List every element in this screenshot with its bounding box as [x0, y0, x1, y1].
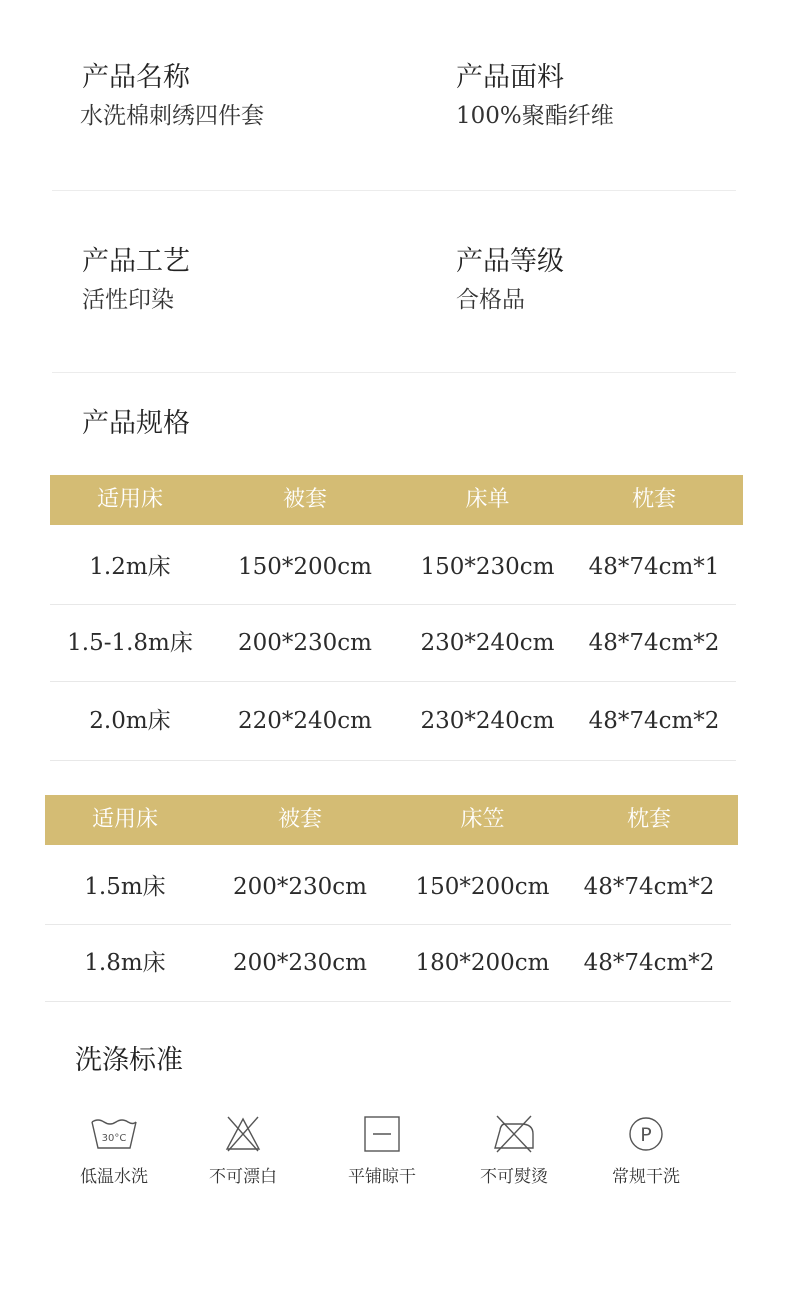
care-label: 平铺晾干 [348, 1167, 416, 1187]
care-item-low-temp-wash [59, 1112, 169, 1187]
divider [52, 190, 736, 191]
spec-title: 产品规格 [82, 408, 190, 439]
care-label: 不可漂白 [209, 1167, 277, 1187]
header-pillowcase: 枕套 [631, 487, 676, 512]
cell-flat-sheet: 230*240cm [420, 707, 555, 734]
cell-bed-size: 1.2m床 [89, 554, 171, 580]
table-row [50, 682, 736, 761]
header-flat-sheet: 床单 [465, 487, 510, 512]
cell-bed-size: 1.5m床 [84, 874, 166, 900]
cell-pillowcase: 48*74cm*2 [583, 949, 715, 976]
header-bed-size: 适用床 [96, 487, 163, 512]
product-fabric-block [456, 64, 614, 128]
cell-fitted-sheet: 150*200cm [415, 874, 550, 900]
product-craft-value: 活性印染 [82, 287, 174, 313]
no-iron-icon [491, 1112, 537, 1156]
wash-30-icon [89, 1112, 139, 1156]
care-item-dry-flat [327, 1112, 437, 1187]
care-item-no-iron [459, 1112, 569, 1187]
product-grade-value: 合格品 [456, 287, 525, 313]
dry-clean-letter: P [640, 1124, 652, 1146]
header-bed-size: 适用床 [91, 807, 158, 832]
cell-flat-sheet: 150*230cm [420, 554, 555, 580]
product-name-block [82, 64, 264, 128]
product-craft-label: 产品工艺 [82, 246, 190, 277]
care-title: 洗涤标准 [75, 1045, 183, 1076]
product-name-label: 产品名称 [82, 62, 190, 93]
care-label: 常规干洗 [612, 1167, 680, 1187]
wash-temp-text: 30°C [101, 1133, 127, 1144]
product-name-value: 水洗棉刺绣四件套 [80, 103, 264, 129]
table-row [50, 531, 736, 605]
table-row [50, 605, 736, 682]
header-fitted-sheet: 床笠 [460, 807, 505, 832]
care-item-no-bleach [188, 1112, 298, 1187]
cell-bed-size: 2.0m床 [89, 707, 171, 734]
header-duvet-cover: 被套 [282, 487, 327, 512]
spec-table-1-header [50, 475, 743, 525]
dry-clean-p-icon [626, 1112, 666, 1156]
cell-duvet-cover: 200*230cm [233, 949, 367, 976]
header-pillowcase: 枕套 [626, 807, 671, 832]
header-duvet-cover: 被套 [277, 807, 322, 832]
care-item-dry-clean [591, 1112, 701, 1187]
product-fabric-value: 100%聚酯纤维 [456, 103, 614, 129]
cell-pillowcase: 48*74cm*2 [583, 874, 715, 900]
product-grade-block [456, 248, 564, 312]
no-bleach-icon [223, 1112, 263, 1156]
cell-duvet-cover: 200*230cm [238, 629, 372, 656]
cell-bed-size: 1.8m床 [84, 949, 166, 976]
cell-bed-size: 1.5-1.8m床 [67, 629, 193, 656]
table-row [45, 925, 731, 1002]
cell-duvet-cover: 220*240cm [238, 707, 372, 734]
care-label: 低温水洗 [80, 1167, 148, 1187]
cell-duvet-cover: 200*230cm [233, 874, 367, 900]
product-craft-block [82, 248, 190, 312]
table-row [45, 851, 731, 925]
cell-pillowcase: 48*74cm*2 [588, 629, 720, 656]
cell-duvet-cover: 150*200cm [238, 554, 372, 580]
cell-flat-sheet: 230*240cm [420, 629, 555, 656]
divider [52, 372, 736, 373]
dry-flat-icon [363, 1112, 401, 1156]
cell-fitted-sheet: 180*200cm [415, 949, 550, 976]
cell-pillowcase: 48*74cm*2 [588, 707, 720, 734]
cell-pillowcase: 48*74cm*1 [588, 554, 720, 580]
product-grade-label: 产品等级 [456, 246, 564, 277]
spec-table-2-header [45, 795, 738, 845]
care-label: 不可熨烫 [480, 1167, 548, 1187]
care-icons [68, 1112, 708, 1202]
product-fabric-label: 产品面料 [456, 62, 564, 93]
